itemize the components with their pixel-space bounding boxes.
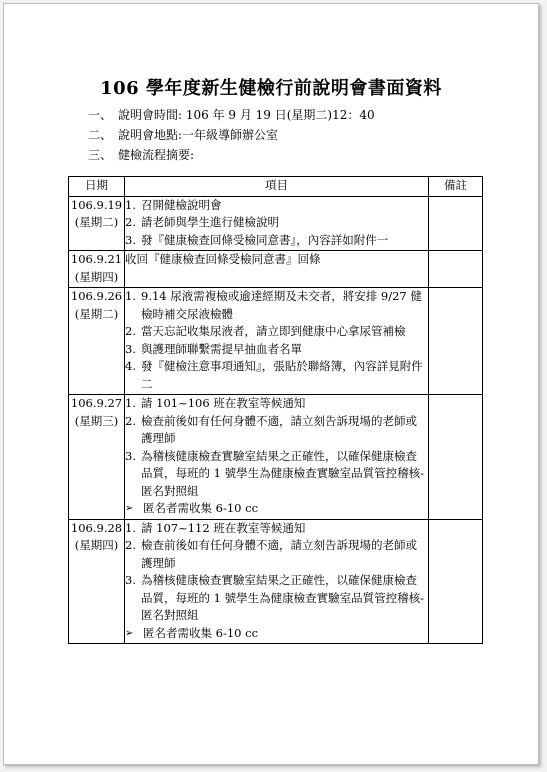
- arrow-bullet-icon: ➢: [125, 503, 134, 514]
- arrow-bullet-item: [125, 625, 428, 643]
- list-item-text: 為稽核健康檢查實驗室結果之正確性，以確保健康檢查品質，每班的 1 號學生為健康檢查實驗室品質管控稽核-匿名對照組: [141, 448, 425, 498]
- document-page: [3, 3, 539, 765]
- row-weekday: (星期四): [74, 538, 119, 552]
- list-item-number: 1.: [125, 520, 136, 535]
- list-item-number: 1.: [125, 289, 136, 303]
- row-date-cell: [69, 519, 125, 644]
- arrow-bullet-text: 匿名者需收集 6-10 cc: [143, 501, 259, 515]
- arrow-bullet-item: [125, 500, 428, 518]
- row-date: 106.9.27: [70, 396, 123, 410]
- row-weekday: (星期二): [74, 306, 119, 321]
- list-item-text: 請 107~112 班在教室等候通知: [141, 520, 306, 535]
- row-date: 106.9.28: [70, 520, 123, 535]
- row-date: 106.9.26: [70, 289, 123, 303]
- list-item: [125, 197, 428, 215]
- list-item: [125, 413, 428, 448]
- list-item: [125, 214, 428, 232]
- row-weekday: (星期四): [74, 269, 119, 284]
- list-item-number: 2.: [125, 215, 136, 229]
- list-item-number: 2.: [125, 413, 136, 428]
- list-item-text: 9.14 尿液需複檢或逾達經期及未交者，將安排 9/27 健檢時補交尿液檢體: [141, 289, 422, 321]
- list-item-text: 檢查前後如有任何身體不適，請立刻告訴現場的老師或護理師: [141, 538, 417, 570]
- row-date: 106.9.21: [70, 252, 123, 266]
- header-note: 備註: [429, 177, 483, 197]
- list-item: [125, 572, 428, 625]
- row-items-cell: [125, 251, 429, 288]
- list-item-text: 為稽核健康檢查實驗室結果之正確性，以確保健康檢查品質，每班的 1 號學生為健康檢查實驗室品質管控稽核-匿名對照組: [141, 573, 425, 622]
- header-date: 日期: [69, 177, 125, 197]
- row-note-cell: [429, 519, 483, 644]
- list-item-text: 與護理師聯繫需提早抽血者名單: [141, 341, 302, 356]
- list-item-text: 當天忘記收集尿液者，請立即到健康中心拿尿管補檢: [141, 324, 406, 338]
- list-item-text: 發『健康檢查回條受檢同意書』，內容詳如附件一: [141, 232, 389, 247]
- list-item: [125, 323, 428, 341]
- table-row: [69, 395, 483, 520]
- row-weekday: (星期三): [74, 413, 119, 428]
- document-title: 106 學年度新生健檢行前說明會書面資料: [100, 78, 442, 99]
- row-items-cell: [125, 395, 429, 520]
- row-plain-text: 收回『健康檢查回條受檢同意書』回條: [125, 252, 321, 266]
- list-item-number: 3.: [125, 341, 136, 356]
- table-row: [69, 519, 483, 644]
- list-item: [125, 232, 428, 250]
- list-item: [125, 395, 428, 413]
- table-row: [69, 196, 483, 251]
- row-items-cell: [125, 288, 429, 395]
- row-date-cell: [69, 288, 125, 395]
- row-note-cell: [429, 395, 483, 520]
- list-item-text: 檢查前後如有任何身體不適，請立刻告訴現場的老師或護理師: [141, 413, 417, 445]
- list-item: [125, 288, 428, 323]
- list-item-text: 發『健檢注意事項通知』，張貼於聯絡簿，內容詳見附件二: [141, 359, 423, 391]
- list-item: [125, 537, 428, 572]
- list-item-number: 4.: [125, 359, 136, 373]
- row-note-cell: [429, 288, 483, 395]
- list-item-text: 請 101~106 班在教室等候通知: [141, 396, 306, 410]
- row-date: 106.9.19: [70, 197, 123, 212]
- table-header-row: [69, 177, 483, 197]
- arrow-bullet-icon: ➢: [125, 627, 134, 639]
- header-items: 項目: [125, 177, 429, 197]
- row-items-cell: [125, 196, 429, 251]
- arrow-bullet-text: 匿名者需收集 6-10 cc: [143, 625, 259, 640]
- list-item: [125, 341, 428, 359]
- list-item-number: 2.: [125, 538, 136, 552]
- table-row: [69, 251, 483, 288]
- list-item-number: 3.: [125, 232, 136, 247]
- list-item: [125, 448, 428, 501]
- list-item-number: 3.: [125, 448, 136, 463]
- info-location: 二、 說明會地點:一年級導師辦公室: [88, 128, 279, 142]
- list-item-text: 請老師與學生進行健檢說明: [141, 215, 279, 229]
- list-item: [125, 358, 428, 393]
- list-item: [125, 520, 428, 538]
- row-date-cell: [69, 395, 125, 520]
- list-item-text: 召開健檢說明會: [141, 197, 222, 212]
- list-item-number: 1.: [125, 396, 136, 410]
- row-date-cell: [69, 251, 125, 288]
- row-note-cell: [429, 196, 483, 251]
- list-item-number: 1.: [125, 197, 136, 212]
- info-time: 一、 說明會時間: 106 年 9 月 19 日(星期二)12：40: [88, 108, 375, 122]
- table-row: [69, 288, 483, 395]
- info-process: 三、 健檢流程摘要:: [88, 148, 195, 162]
- row-date-cell: [69, 196, 125, 251]
- schedule-table: [68, 176, 483, 644]
- row-note-cell: [429, 251, 483, 288]
- row-items-cell: [125, 519, 429, 644]
- row-weekday: (星期二): [74, 215, 119, 229]
- list-item-number: 2.: [125, 324, 136, 338]
- list-item-number: 3.: [125, 573, 136, 587]
